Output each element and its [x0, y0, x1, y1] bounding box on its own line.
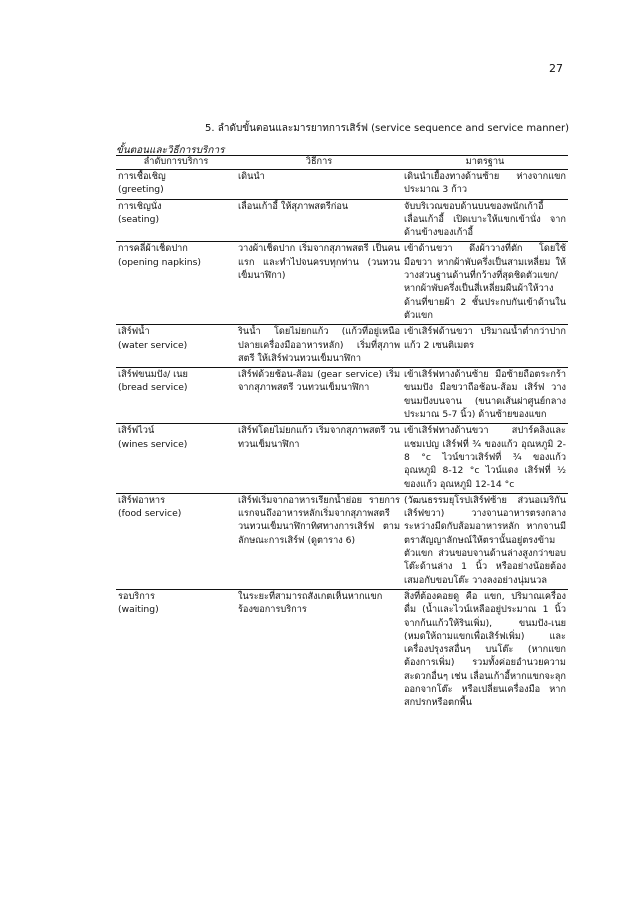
step-name-english: (waiting) — [118, 604, 159, 616]
step-name-thai: การเชิญนั่ง — [118, 200, 162, 212]
method-cell: รินน้ำ โดยไม่ยกแก้ว (แก้วที่อยู่เหนือปลายเครื่องมืออาหารหลัก) เริ่มที่สุภาพสตรี ให้เสิร์ฟวนทวนเข็มนาฬิกา — [236, 325, 402, 368]
step-name-english: (opening napkins) — [118, 256, 201, 268]
step-name-thai: เสิร์ฟไวน์ — [118, 425, 155, 437]
step-name-thai: เสิร์ฟขนมปัง/ เนย — [118, 369, 188, 381]
header-step: ลำดับการบริการ — [116, 156, 236, 170]
step-name-thai: เสิร์ฟน้ำ — [118, 326, 150, 338]
method-cell: ในระยะที่สามารถสังเกตเห็นหากแขกร้องขอการบริการ — [236, 589, 402, 713]
step-name-english: (food service) — [118, 508, 182, 520]
step-cell — [116, 242, 236, 325]
section-heading: 5. ลำดับขั้นตอนและมารยาทการเสิร์ฟ (service sequence and service manner) — [205, 123, 570, 134]
table-row — [116, 325, 568, 368]
standard-cell: เข้าเสิร์ฟทางด้านขวา สปาร์คลิงและแชมเปญ เสิร์ฟที่ ¾ ของแก้ว อุณหภูมิ 2-8 °c ไวน์ขาวเสิร์ฟที่ ¾ ของแก้ว อุณหภูมิ 8-12 °c ไวน์แดง เสิร์ฟที่ ½ ของแก้ว อุณหภูมิ 12-14 °c — [402, 424, 568, 493]
table-header-row — [116, 156, 568, 170]
step-cell — [116, 589, 236, 713]
step-cell — [116, 424, 236, 493]
step-name-english: (greeting) — [118, 184, 164, 196]
table-row — [116, 589, 568, 713]
standard-cell: (วัฒนธรรมยุโรปเสิร์ฟซ้าย ส่วนอเมริกันเสิร์ฟขวา) วางจานอาหารตรงกลางระหว่างมีดกับส้อมอาหารหลัก หากจานมีตราสัญญาลักษณ์ให้ตรานั้นอยู่ตรงข้ามตัวแขก ส่วนขอบจานด้านล่างสูงกว่าขอบโต๊ะด้านล่าง 1 นิ้ว หรืออย่างน้อยต้องเสมอกับขอบโต๊ะ วางลงอย่างนุ่มนวล — [402, 493, 568, 589]
step-name-english: (bread service) — [118, 382, 188, 394]
step-name-english: (water service) — [118, 339, 188, 351]
standard-cell: เข้าด้านขวา ดึงผ้าวางที่ตัก โดยใช้มือขวา หากผ้าพับครึ่งเป็นสามเหลี่ยม ให้วางส่วนฐานด้านที่กว้างที่สุดชิดตัวแขก/ หากผ้าพับครึ่งเป็นสี่เหลี่ยมผืนผ้าให้วางด้านที่ขายผ้า 2 ชั้นประกบกันเข้าด้านในตัวแขก — [402, 242, 568, 325]
step-cell — [116, 199, 236, 242]
method-cell: เลื่อนเก้าอี้ ให้สุภาพสตรีก่อน — [236, 199, 402, 242]
page-number: 27 — [549, 62, 563, 75]
standard-cell: สิ่งที่ต้องคอยดู คือ แขก, ปริมาณเครื่องดื่ม (น้ำและไวน์เหลืออยู่ประมาณ 1 นิ้วจากก้นแก้วให้รินเพิ่ม), ขนมปัง-เนย (หมดให้ถามแขกเพื่อเสิร์ฟเพิ่ม) และเครื่องปรุงรสอื่นๆ บนโต๊ะ (หากแขกต้องการเพิ่ม) รวมทั้งค่อยอำนวยความสะดวกอื่นๆ เช่น เลื่อนเก้าอี้หากแขกจะลุกออกจากโต๊ะ หรือเปลี่ยนเครื่องมือ หากสกปรกหรือตกพื้น — [402, 589, 568, 713]
table-row — [116, 424, 568, 493]
table-row — [116, 493, 568, 589]
method-cell: วางผ้าเช็ดปาก เริ่มจากสุภาพสตรี เป็นคนแรก และทำไปจนครบทุกท่าน (วนทวนเข็มนาฬิกา) — [236, 242, 402, 325]
method-cell: เดินนำ — [238, 171, 265, 182]
method-cell: เสิร์ฟเริ่มจากอาหารเรียกน้ำย่อย รายการแรกจนถึงอาหารหลักเริ่มจากสุภาพสตรี วนทวนเข็มนาฬิกาทิศทางการเสิร์ฟ ตามลักษณะการเสิร์ฟ (ดูตาราง 6) — [236, 493, 402, 589]
step-cell — [116, 325, 236, 368]
table-row — [116, 242, 568, 325]
step-name-english: (wines service) — [118, 438, 188, 450]
step-name-thai: การคลี่ผ้าเช็ดปาก — [118, 243, 188, 255]
header-method: วิธีการ — [236, 156, 402, 170]
service-table — [116, 155, 568, 714]
header-standard: มาตรฐาน — [402, 156, 568, 170]
step-name-thai: การเชื้อเชิญ — [118, 171, 166, 182]
step-cell — [116, 368, 236, 424]
step-cell — [116, 493, 236, 589]
method-cell: เสิร์ฟด้วยช้อน-ส้อม (gear service) เริ่มจากสุภาพสตรี วนทวนเข็มนาฬิกา — [236, 368, 402, 424]
step-cell — [116, 170, 236, 200]
table-row — [116, 199, 568, 242]
table-row — [116, 368, 568, 424]
standard-cell: เข้าเสิร์ฟทางด้านซ้าย มือซ้ายถือตระกร้าขนมปัง มือขวาถือช้อน-ส้อม เสิร์ฟ วางขนมปังบนจาน (ขนาดเส้นผ่าศูนย์กลางประมาณ 5-7 นิ้ว) ด้านซ้ายของแขก — [402, 368, 568, 424]
standard-cell: เข้าเสิร์ฟด้านขวา ปริมาณน้ำต่ำกว่าปากแก้ว 2 เซนติเมตร — [402, 325, 568, 368]
standard-cell: จับบริเวณขอบด้านบนของพนักเก้าอี้ เลื่อนเก้าอี้ เปิดเบาะให้แขกเข้านั่ง จากด้านข้างของเก้าอี้ — [402, 199, 568, 242]
step-name-thai: เสิร์ฟอาหาร — [118, 494, 166, 506]
standard-cell: เดินนำเยื้องทางด้านซ้าย ห่างจากแขกประมาณ 3 ก้าว — [404, 171, 566, 196]
table-caption: ขั้นตอนและวิธีการบริการ — [116, 145, 225, 156]
table-row — [116, 170, 568, 200]
method-cell: เสิร์ฟโดยไม่ยกแก้ว เริ่มจากสุภาพสตรี วนทวนเข็มนาฬิกา — [236, 424, 402, 493]
step-name-english: (seating) — [118, 213, 160, 225]
step-name-thai: รอบริการ — [118, 590, 155, 602]
